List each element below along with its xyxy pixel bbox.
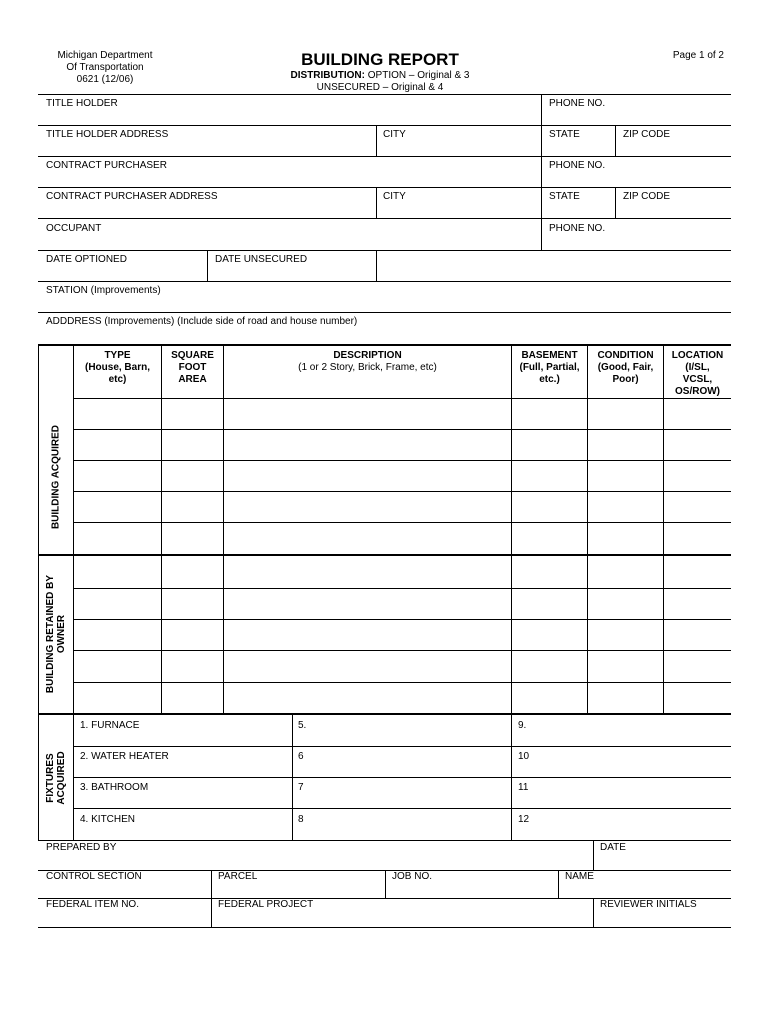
- contract-purchaser-field[interactable]: CONTRACT PURCHASER: [46, 160, 167, 171]
- rule: [558, 870, 559, 898]
- rule: [38, 312, 731, 313]
- fixture-furnace[interactable]: 1. FURNACE: [80, 720, 140, 731]
- date-field[interactable]: DATE: [600, 842, 626, 853]
- name-field[interactable]: NAME: [565, 871, 594, 882]
- rule: [587, 345, 588, 714]
- contract-purchaser-address-field[interactable]: CONTRACT PURCHASER ADDRESS: [46, 191, 218, 202]
- title-holder-address-field[interactable]: TITLE HOLDER ADDRESS: [46, 129, 169, 140]
- occupant-field[interactable]: OCCUPANT: [46, 223, 102, 234]
- department-name: Michigan Department: [57, 50, 153, 61]
- date-unsecured-field[interactable]: DATE UNSECURED: [215, 254, 308, 265]
- rule: [593, 840, 594, 870]
- rule: [73, 460, 731, 461]
- rule: [73, 619, 731, 620]
- rule: [376, 250, 377, 281]
- city-field[interactable]: CITY: [383, 191, 406, 202]
- rule: [38, 250, 731, 251]
- rule: [38, 554, 731, 556]
- rule: [615, 187, 616, 218]
- rule: [38, 156, 731, 157]
- federal-item-no-field[interactable]: FEDERAL ITEM NO.: [46, 899, 139, 910]
- rule: [73, 491, 731, 492]
- rule: [38, 218, 731, 219]
- phone-field[interactable]: PHONE NO.: [549, 98, 606, 109]
- rule: [385, 870, 386, 898]
- rule: [38, 840, 731, 841]
- zip-code-field[interactable]: ZIP CODE: [623, 129, 671, 140]
- rule: [73, 682, 731, 683]
- section-fixtures-acquired: FIXTURES ACQUIRED: [39, 716, 73, 840]
- phone-field[interactable]: PHONE NO.: [549, 223, 606, 234]
- fixture-10[interactable]: 10: [518, 751, 530, 762]
- rule: [376, 187, 377, 218]
- fixture-8[interactable]: 8: [298, 814, 304, 825]
- title-holder-field[interactable]: TITLE HOLDER: [46, 98, 118, 109]
- section-building-retained: BUILDING RETAINED BY OWNER: [39, 556, 73, 712]
- rule: [73, 398, 731, 399]
- date-optioned-field[interactable]: DATE OPTIONED: [46, 254, 127, 265]
- section-building-acquired: BUILDING ACQUIRED: [39, 400, 73, 553]
- distribution-label: DISTRIBUTION:: [290, 70, 365, 81]
- rule: [38, 125, 731, 126]
- fixture-water-heater[interactable]: 2. WATER HEATER: [80, 751, 169, 762]
- fixture-6[interactable]: 6: [298, 751, 304, 762]
- column-header-type: TYPE (House, Barn, etc): [84, 350, 150, 385]
- rule: [38, 281, 731, 282]
- zip-code-field[interactable]: ZIP CODE: [623, 191, 671, 202]
- column-header-basement: BASEMENT (Full, Partial, etc.): [519, 350, 580, 385]
- rule: [593, 898, 594, 927]
- rule: [38, 344, 731, 346]
- rule: [73, 345, 74, 841]
- parcel-field[interactable]: PARCEL: [218, 871, 258, 882]
- column-header-square-foot-area: SQUARE FOOT AREA: [171, 350, 214, 385]
- rule: [541, 94, 542, 251]
- rule: [73, 746, 731, 747]
- form-number: 0621 (12/06): [76, 74, 134, 85]
- phone-field[interactable]: PHONE NO.: [549, 160, 606, 171]
- fixture-11[interactable]: 11: [518, 782, 529, 793]
- station-field[interactable]: STATION (Improvements): [46, 285, 161, 296]
- control-section-field[interactable]: CONTROL SECTION: [46, 871, 142, 882]
- column-header-description: DESCRIPTION (1 or 2 Story, Brick, Frame, etc): [298, 350, 437, 373]
- page-title: BUILDING REPORT: [301, 50, 459, 69]
- fixture-kitchen[interactable]: 4. KITCHEN: [80, 814, 136, 825]
- rule: [73, 777, 731, 778]
- page-number: Page 1 of 2: [672, 50, 724, 61]
- department-block: [40, 50, 170, 86]
- rule: [38, 713, 731, 715]
- rule: [38, 927, 731, 928]
- federal-project-field[interactable]: FEDERAL PROJECT: [218, 899, 314, 910]
- fixture-5[interactable]: 5.: [298, 720, 307, 731]
- distribution-option: OPTION – Original & 3: [364, 70, 470, 81]
- distribution-unsecured: UNSECURED – Original & 4: [316, 82, 444, 93]
- prepared-by-field[interactable]: PREPARED BY: [46, 842, 117, 853]
- rule: [511, 345, 512, 714]
- rule: [73, 429, 731, 430]
- department-subname: Of Transportation: [66, 62, 144, 73]
- column-header-condition: CONDITION (Good, Fair, Poor): [597, 350, 654, 385]
- distribution-block: [260, 70, 500, 94]
- fixture-12[interactable]: 12: [518, 814, 530, 825]
- rule: [207, 250, 208, 281]
- city-field[interactable]: CITY: [383, 129, 406, 140]
- rule: [615, 125, 616, 156]
- state-field[interactable]: STATE: [549, 129, 580, 140]
- rule: [73, 588, 731, 589]
- rule: [223, 345, 224, 714]
- rule: [38, 94, 731, 95]
- fixture-bathroom[interactable]: 3. BATHROOM: [80, 782, 149, 793]
- rule: [38, 187, 731, 188]
- rule: [161, 345, 162, 714]
- job-no-field[interactable]: JOB NO.: [392, 871, 433, 882]
- reviewer-initials-field[interactable]: REVIEWER INITIALS: [600, 899, 697, 910]
- column-header-location: LOCATION (I/SL, VCSL, OS/ROW): [671, 350, 724, 397]
- rule: [663, 345, 664, 714]
- state-field[interactable]: STATE: [549, 191, 580, 202]
- address-improvements-field[interactable]: ADDDRESS (Improvements) (Include side of road and house number): [46, 316, 358, 327]
- fixture-7[interactable]: 7: [298, 782, 304, 793]
- rule: [73, 808, 731, 809]
- fixture-9[interactable]: 9.: [518, 720, 527, 731]
- rule: [73, 522, 731, 523]
- rule: [73, 650, 731, 651]
- rule: [376, 125, 377, 156]
